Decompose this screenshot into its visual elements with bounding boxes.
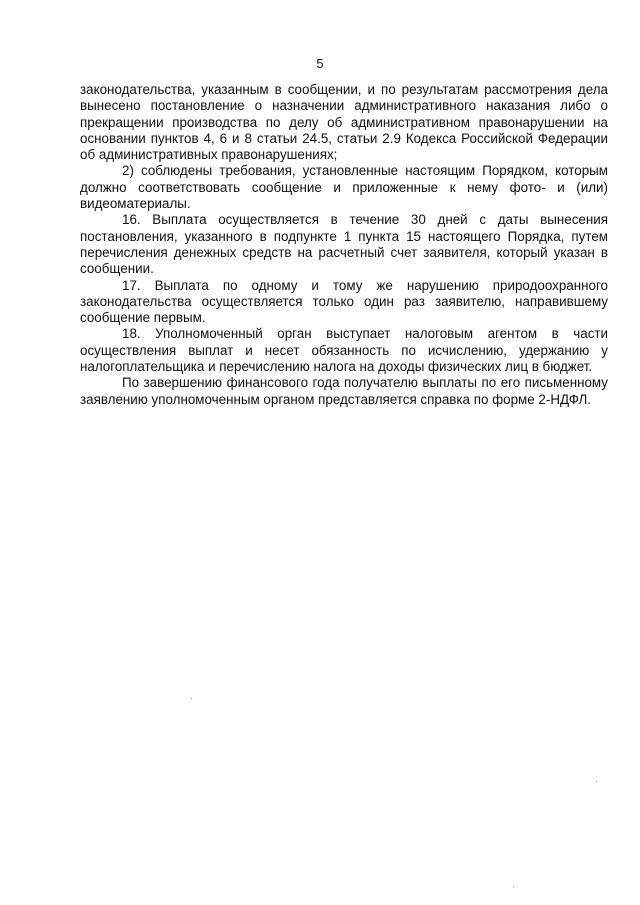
document-body — [80, 82, 608, 408]
paragraph-16: 16. Выплата осуществляется в течение 30 дней с даты вынесения постановления, указанного в подпункте 1 пункта 15 настоящего Порядка, путем перечисления денежных средств на расчетный счет заявителя, который указан в сообщении. — [80, 212, 608, 277]
paragraph-17: 17. Выплата по одному и тому же нарушению природоохранного законодательства осуществляется только один раз заявителю, направившему сообщение первым. — [80, 277, 608, 326]
scan-speck — [596, 781, 597, 782]
paragraph-item-2: 2) соблюдены требования, установленные настоящим Порядком, которым должно соответствовать сообщение и приложенные к нему фото- и (или) видеоматериалы. — [80, 163, 608, 212]
scan-speck — [513, 886, 514, 887]
paragraph-18: 18. Уполномоченный орган выступает налоговым агентом в части осуществления выплат и несет обязанность по исчислению, удержанию у налогоплательщика и перечислению налога на доходы физических лиц в бюджет. — [80, 326, 608, 375]
scan-speck — [191, 698, 192, 699]
paragraph-continuation: законодательства, указанным в сообщении, и по результатам рассмотрения дела вынесено постановление о назначении административного наказания либо о прекращении производства по делу об административном правонарушении на основании пунктов 4, 6 и 8 статьи 24.5, статьи 2.9 Кодекса Российской Федерации об административных правонарушениях; — [80, 82, 608, 163]
page-number: 5 — [316, 56, 324, 71]
paragraph-year-end: По завершению финансового года получателю выплаты по его письменному заявлению уполномоченным органом представляется справка по форме 2-НДФЛ. — [80, 375, 608, 407]
